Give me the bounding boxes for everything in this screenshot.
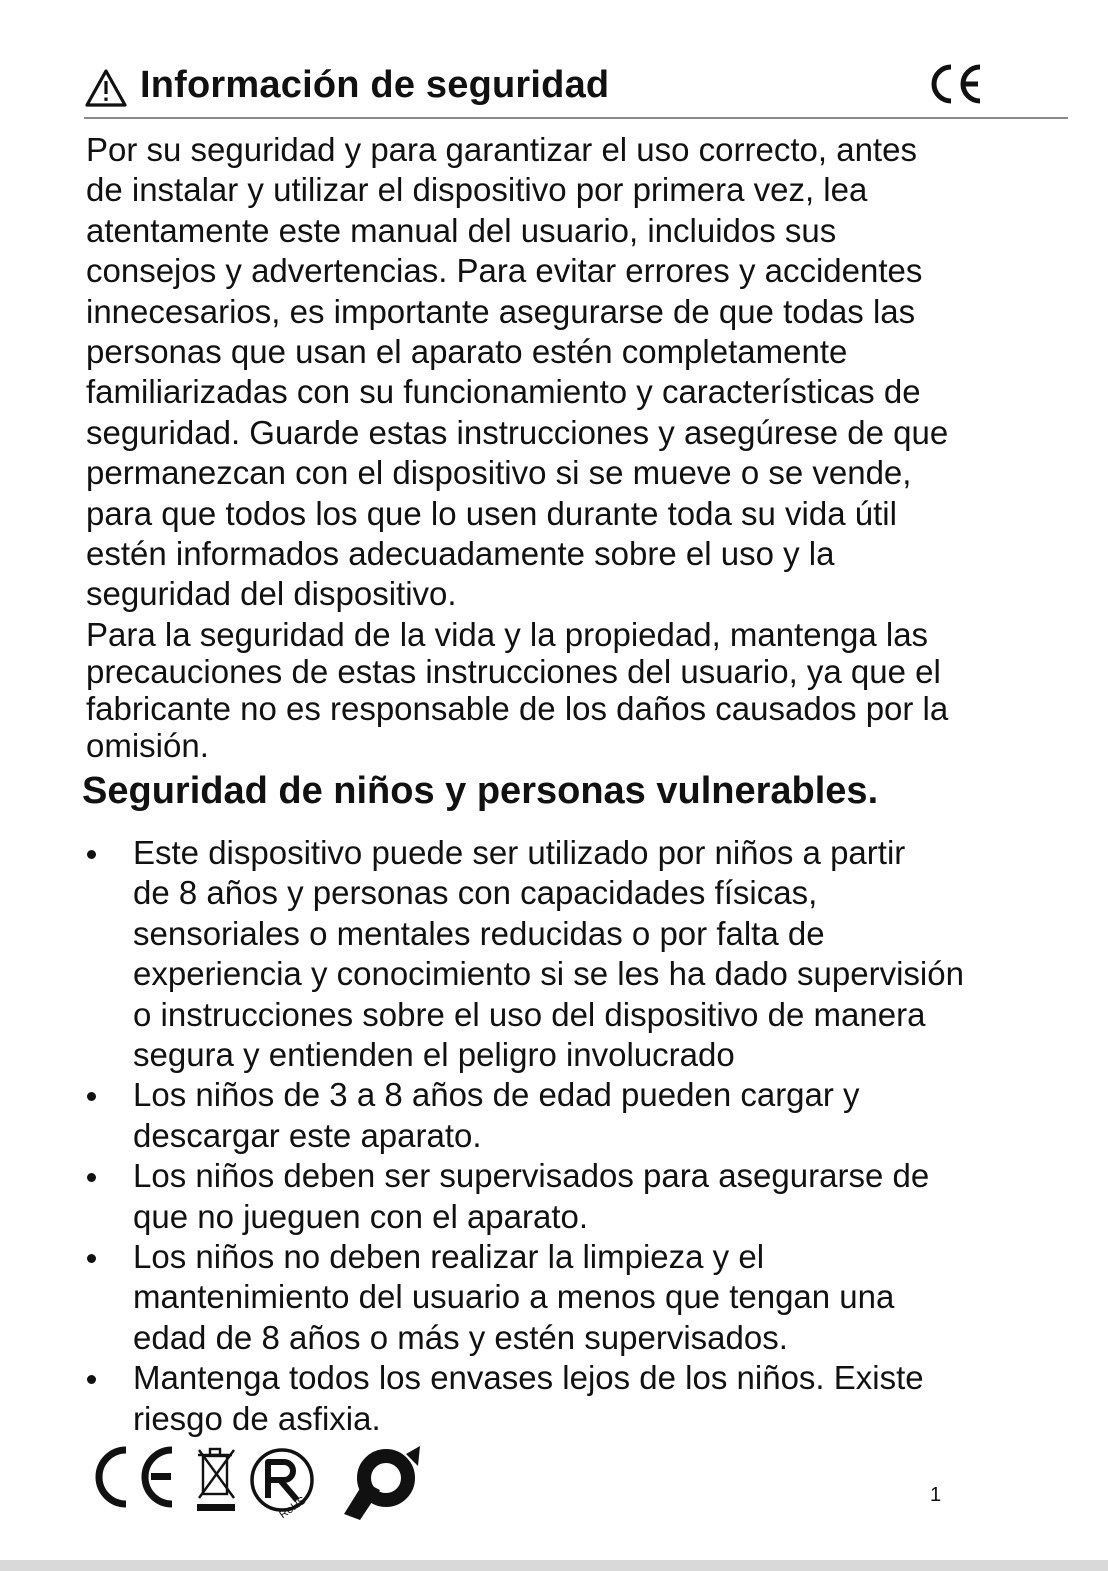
page-bottom-edge (0, 1560, 1108, 1571)
liability-paragraph: Para la seguridad de la vida y la propiedad, mantenga las precauciones de estas instrucciones del usuario, ya que el fabricante no es responsable de los daños causados por la omisión. (86, 616, 949, 764)
rohs-label: RoHS (277, 1494, 309, 1522)
bullet-icon (87, 1254, 96, 1263)
bullet-icon (87, 850, 96, 859)
list-item (0, 1358, 1108, 1439)
bullet-icon (87, 1092, 96, 1101)
warning-triangle-icon (84, 68, 128, 108)
bullet-icon (87, 1173, 96, 1182)
bullet-text: Los niños no deben realizar la limpieza y el mantenimiento del usuario a menos que tengan una edad de 8 años o más y estén supervisados. (133, 1238, 895, 1356)
weee-crossed-bin-icon (197, 1449, 235, 1511)
bullet-text: Mantenga todos los envases lejos de los niños. Existe riesgo de asfixia. (133, 1359, 924, 1437)
bullet-text: Este dispositivo puede ser utilizado por niños a partir de 8 años y personas con capacidades físicas, sensoriales o mentales reducidas o por falta de experiencia y conocimiento si se les ha dado supervisión o instrucciones sobre el uso del dispositivo de manera segura y entienden el peligro involucrado (133, 834, 964, 1074)
ce-mark-icon (926, 62, 984, 106)
list-item (0, 1237, 1108, 1358)
page-header (84, 62, 1068, 118)
certification-marks (88, 1442, 448, 1526)
bullet-icon (87, 1375, 96, 1384)
recycling-mark-icon (344, 1446, 420, 1520)
safety-bullet-list (0, 833, 1108, 1439)
list-item (0, 1156, 1108, 1237)
list-item (0, 833, 1108, 1075)
header-divider (84, 117, 1068, 119)
rohs-mark-icon (252, 1450, 312, 1521)
page-number: 1 (930, 1484, 942, 1506)
bullet-text: Los niños de 3 a 8 años de edad pueden cargar y descargar este aparato. (133, 1076, 860, 1154)
ce-mark-icon (99, 1450, 172, 1504)
intro-paragraph: Por su seguridad y para garantizar el uso correcto, antes de instalar y utilizar el dispositivo por primera vez, lea atentamente este manual del usuario, incluidos sus consejos y advertencias. Para evitar errores y accidentes innecesarios, es importante asegurarse de que todas las personas que usan el aparato estén completamente familiarizadas con su funcionamiento y características de seguridad. Guarde estas instrucciones y asegúrese de que permanezcan con el dispositivo si se mueve o se vende, para que todos los que lo usen durante toda su vida útil estén informados adecuadamente sobre el uso y la seguridad del dispositivo. (86, 131, 949, 613)
section-title: Seguridad de niños y personas vulnerables. (82, 770, 879, 812)
bullet-text: Los niños deben ser supervisados para asegurarse de que no jueguen con el aparato. (133, 1157, 930, 1235)
list-item (0, 1075, 1108, 1156)
page-title: Información de seguridad (140, 64, 610, 106)
